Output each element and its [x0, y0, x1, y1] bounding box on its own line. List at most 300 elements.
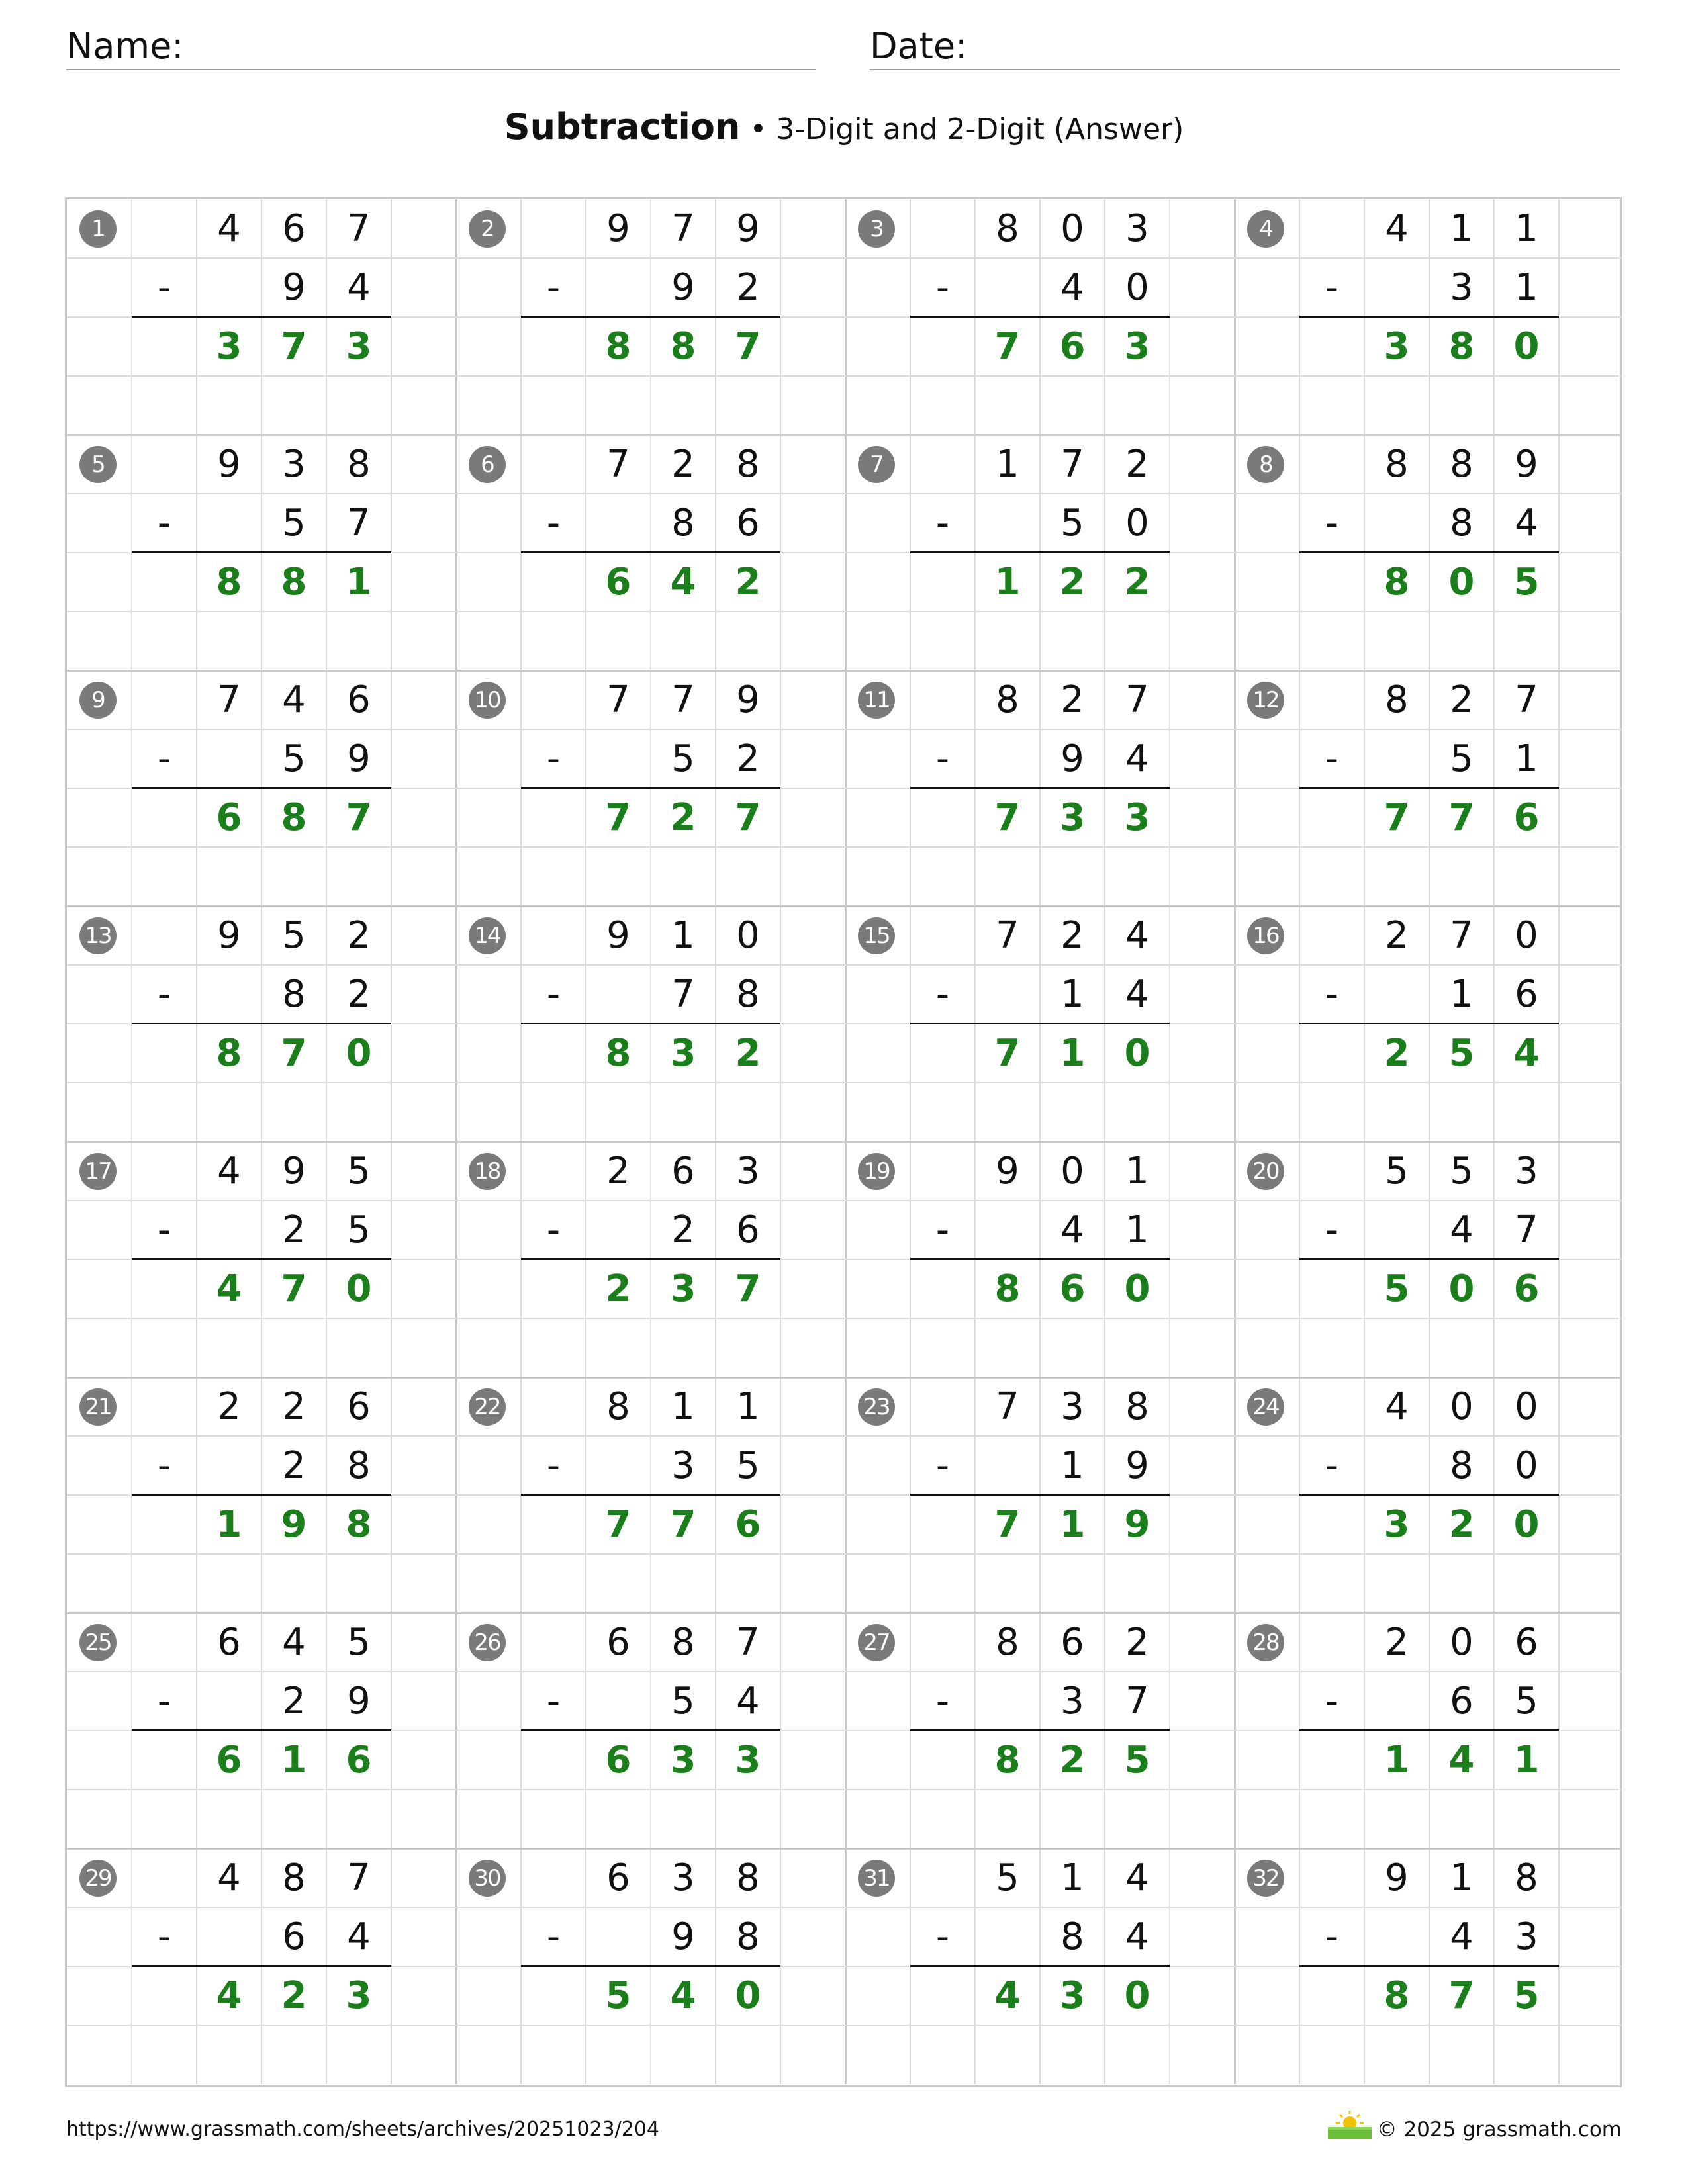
problem-grid: [65, 197, 1622, 2087]
minuend-digit: 8: [671, 1621, 695, 1664]
answer-digit: 2: [1059, 561, 1086, 604]
minuend-digit: 3: [1125, 207, 1149, 250]
minus-sign: -: [1325, 973, 1339, 1016]
problem-number-badge: 19: [858, 1153, 895, 1190]
answer-digit: 7: [605, 796, 632, 839]
subtrahend-digit: 5: [347, 1208, 371, 1251]
minuend-digit: 3: [282, 443, 306, 486]
answer-digit: 1: [346, 561, 372, 604]
minuend-digit: 2: [217, 1385, 241, 1428]
answer-digit: 6: [735, 1503, 761, 1546]
subtrahend-digit: 2: [282, 1444, 306, 1487]
footer-copyright: © 2025 grassmath.com: [1376, 2118, 1622, 2142]
minuend-digit: 4: [1385, 207, 1409, 250]
answer-digit: 0: [1513, 325, 1540, 368]
answer-digit: 7: [735, 325, 761, 368]
minuend-digit: 9: [606, 914, 630, 957]
minus-sign: -: [935, 1680, 950, 1723]
answer-digit: 5: [1124, 1739, 1150, 1782]
minuend-digit: 6: [217, 1621, 241, 1664]
subtrahend-digit: 5: [671, 737, 695, 780]
problem-number-badge: 18: [469, 1153, 506, 1190]
answer-digit: 7: [281, 325, 307, 368]
answer-digit: 5: [1383, 1267, 1410, 1310]
problem-number-badge: 20: [1247, 1153, 1284, 1190]
title-subtitle: • 3-Digit and 2-Digit (Answer): [740, 113, 1184, 146]
subtrahend-digit: 7: [347, 502, 371, 545]
subtrahend-digit: 5: [1060, 502, 1084, 545]
problem-number-badge: 17: [79, 1153, 117, 1190]
minuend-digit: 3: [1515, 1150, 1538, 1193]
answer-digit: 3: [1059, 1974, 1086, 2017]
answer-digit: 8: [1383, 561, 1410, 604]
answer-digit: 2: [735, 561, 761, 604]
subtrahend-digit: 5: [1515, 1680, 1538, 1723]
problem-number-badge: 1: [79, 210, 117, 248]
minus-sign: -: [157, 737, 171, 780]
answer-digit: 0: [1124, 1267, 1150, 1310]
answer-digit: 3: [1383, 1503, 1410, 1546]
answer-digit: 7: [1448, 1974, 1475, 2017]
answer-digit: 0: [1448, 561, 1475, 604]
subtrahend-digit: 2: [736, 266, 760, 309]
minus-sign: -: [546, 973, 561, 1016]
answer-digit: 3: [346, 1974, 372, 2017]
minus-sign: -: [546, 1915, 561, 1958]
subtrahend-digit: 1: [1125, 1208, 1149, 1251]
minuend-digit: 8: [1515, 1856, 1538, 1899]
minuend-digit: 9: [217, 914, 241, 957]
problem-number-badge: 8: [1247, 446, 1284, 483]
answer-digit: 1: [1059, 1032, 1086, 1075]
minuend-digit: 2: [606, 1150, 630, 1193]
minuend-digit: 0: [1515, 914, 1538, 957]
answer-digit: 1: [1059, 1503, 1086, 1546]
problem-number-badge: 5: [79, 446, 117, 483]
subtrahend-digit: 9: [1125, 1444, 1149, 1487]
subtrahend-digit: 2: [347, 973, 371, 1016]
problem-number-badge: 24: [1247, 1388, 1284, 1426]
subtrahend-digit: 9: [347, 1680, 371, 1723]
minuend-digit: 7: [1450, 914, 1474, 957]
answer-digit: 7: [1448, 796, 1475, 839]
answer-digit: 0: [1513, 1503, 1540, 1546]
minuend-digit: 1: [996, 443, 1019, 486]
answer-digit: 6: [1513, 1267, 1540, 1310]
minuend-digit: 4: [217, 1150, 241, 1193]
minuend-digit: 1: [1060, 1856, 1084, 1899]
answer-digit: 7: [281, 1032, 307, 1075]
minuend-digit: 4: [282, 678, 306, 721]
problem-number-badge: 26: [469, 1624, 506, 1661]
answer-digit: 7: [994, 796, 1021, 839]
minuend-digit: 8: [996, 207, 1019, 250]
minuend-digit: 7: [996, 1385, 1019, 1428]
answer-digit: 2: [1448, 1503, 1475, 1546]
answer-digit: 7: [994, 1503, 1021, 1546]
subtrahend-digit: 1: [1060, 1444, 1084, 1487]
answer-digit: 8: [216, 561, 242, 604]
problem-number-badge: 29: [79, 1860, 117, 1897]
problem-number-badge: 11: [858, 682, 895, 719]
minus-sign: -: [1325, 1915, 1339, 1958]
minuend-digit: 2: [282, 1385, 306, 1428]
subtrahend-digit: 4: [1125, 1915, 1149, 1958]
subtrahend-digit: 8: [671, 502, 695, 545]
subtrahend-digit: 4: [1515, 502, 1538, 545]
subtrahend-digit: 6: [736, 1208, 760, 1251]
problem-number-badge: 31: [858, 1860, 895, 1897]
minus-sign: -: [935, 737, 950, 780]
minuend-digit: 6: [606, 1856, 630, 1899]
minuend-digit: 8: [347, 443, 371, 486]
minuend-digit: 2: [1385, 914, 1409, 957]
answer-digit: 8: [216, 1032, 242, 1075]
minuend-digit: 7: [217, 678, 241, 721]
minus-sign: -: [935, 1444, 950, 1487]
minuend-digit: 0: [1060, 207, 1084, 250]
minus-sign: -: [546, 737, 561, 780]
minus-sign: -: [1325, 502, 1339, 545]
subtrahend-digit: 2: [736, 737, 760, 780]
minuend-digit: 6: [671, 1150, 695, 1193]
answer-digit: 2: [1124, 561, 1150, 604]
subtrahend-digit: 4: [736, 1680, 760, 1723]
minuend-digit: 2: [1125, 1621, 1149, 1664]
subtrahend-digit: 3: [671, 1444, 695, 1487]
minuend-digit: 6: [606, 1621, 630, 1664]
minuend-digit: 5: [1450, 1150, 1474, 1193]
subtrahend-digit: 8: [282, 973, 306, 1016]
subtrahend-digit: 6: [1515, 973, 1538, 1016]
minuend-digit: 1: [1515, 207, 1538, 250]
problem-number-badge: 32: [1247, 1860, 1284, 1897]
subtrahend-digit: 3: [1515, 1915, 1538, 1958]
minuend-digit: 6: [347, 1385, 371, 1428]
problem-number-badge: 28: [1247, 1624, 1284, 1661]
minus-sign: -: [546, 502, 561, 545]
name-field[interactable]: [66, 19, 816, 70]
subtrahend-digit: 0: [1515, 1444, 1538, 1487]
answer-digit: 6: [216, 796, 242, 839]
answer-digit: 4: [1448, 1739, 1475, 1782]
answer-digit: 2: [605, 1267, 632, 1310]
minuend-digit: 4: [282, 1621, 306, 1664]
subtrahend-digit: 8: [1450, 502, 1474, 545]
subtrahend-digit: 1: [1060, 973, 1084, 1016]
minus-sign: -: [157, 1680, 171, 1723]
minuend-digit: 0: [736, 914, 760, 957]
minuend-digit: 9: [736, 207, 760, 250]
answer-digit: 8: [1383, 1974, 1410, 2017]
minuend-digit: 7: [1125, 678, 1149, 721]
answer-digit: 3: [346, 325, 372, 368]
problem-number-badge: 10: [469, 682, 506, 719]
subtrahend-digit: 8: [1060, 1915, 1084, 1958]
subtrahend-digit: 8: [1450, 1444, 1474, 1487]
answer-digit: 5: [1513, 561, 1540, 604]
answer-digit: 6: [216, 1739, 242, 1782]
answer-digit: 7: [1383, 796, 1410, 839]
minuend-digit: 7: [671, 678, 695, 721]
answer-digit: 2: [1383, 1032, 1410, 1075]
answer-digit: 8: [994, 1739, 1021, 1782]
subtrahend-digit: 2: [282, 1208, 306, 1251]
problem-number-badge: 23: [858, 1388, 895, 1426]
answer-digit: 3: [216, 325, 242, 368]
problem-number-badge: 2: [469, 210, 506, 248]
answer-digit: 9: [281, 1503, 307, 1546]
minuend-digit: 1: [1125, 1150, 1149, 1193]
minuend-digit: 8: [1125, 1385, 1149, 1428]
answer-digit: 3: [1383, 325, 1410, 368]
minuend-digit: 9: [1515, 443, 1538, 486]
answer-digit: 8: [281, 561, 307, 604]
answer-digit: 2: [281, 1974, 307, 2017]
minus-sign: -: [1325, 266, 1339, 309]
minus-sign: -: [1325, 1208, 1339, 1251]
problem-number-badge: 3: [858, 210, 895, 248]
answer-digit: 4: [1513, 1032, 1540, 1075]
answer-digit: 8: [605, 1032, 632, 1075]
minuend-digit: 9: [1385, 1856, 1409, 1899]
answer-digit: 1: [216, 1503, 242, 1546]
minus-sign: -: [1325, 1680, 1339, 1723]
minuend-digit: 4: [1125, 1856, 1149, 1899]
problem-number-badge: 13: [79, 917, 117, 954]
subtrahend-digit: 9: [671, 266, 695, 309]
answer-digit: 4: [216, 1267, 242, 1310]
answer-digit: 8: [281, 796, 307, 839]
answer-digit: 3: [1124, 796, 1150, 839]
answer-digit: 6: [346, 1739, 372, 1782]
minuend-digit: 4: [217, 207, 241, 250]
minuend-digit: 2: [1125, 443, 1149, 486]
subtrahend-digit: 4: [1450, 1915, 1474, 1958]
answer-digit: 1: [994, 561, 1021, 604]
minuend-digit: 4: [217, 1856, 241, 1899]
answer-digit: 7: [994, 325, 1021, 368]
minuend-digit: 8: [736, 1856, 760, 1899]
answer-digit: 6: [1059, 325, 1086, 368]
minus-sign: -: [546, 1680, 561, 1723]
minuend-digit: 7: [606, 678, 630, 721]
minus-sign: -: [546, 1444, 561, 1487]
answer-digit: 7: [735, 796, 761, 839]
subtrahend-digit: 5: [1450, 737, 1474, 780]
minuend-digit: 7: [606, 443, 630, 486]
problem-number-badge: 15: [858, 917, 895, 954]
subtrahend-digit: 8: [347, 1444, 371, 1487]
problem-number-badge: 4: [1247, 210, 1284, 248]
minuend-digit: 7: [347, 207, 371, 250]
answer-digit: 8: [346, 1503, 372, 1546]
answer-digit: 7: [994, 1032, 1021, 1075]
answer-digit: 3: [670, 1032, 696, 1075]
subtrahend-digit: 8: [736, 1915, 760, 1958]
minuend-digit: 8: [606, 1385, 630, 1428]
answer-digit: 6: [605, 1739, 632, 1782]
minuend-digit: 6: [1060, 1621, 1084, 1664]
minuend-digit: 2: [1060, 678, 1084, 721]
answer-digit: 2: [735, 1032, 761, 1075]
problem-number-badge: 30: [469, 1860, 506, 1897]
answer-digit: 6: [1059, 1267, 1086, 1310]
subtrahend-digit: 5: [282, 737, 306, 780]
minuend-digit: 1: [671, 914, 695, 957]
answer-digit: 5: [1448, 1032, 1475, 1075]
minuend-digit: 5: [1385, 1150, 1409, 1193]
minuend-digit: 2: [671, 443, 695, 486]
minuend-digit: 0: [1515, 1385, 1538, 1428]
subtrahend-digit: 1: [1515, 266, 1538, 309]
minuend-digit: 9: [217, 443, 241, 486]
subtrahend-digit: 4: [1060, 266, 1084, 309]
answer-digit: 8: [994, 1267, 1021, 1310]
answer-digit: 6: [605, 561, 632, 604]
minuend-digit: 9: [282, 1150, 306, 1193]
problem-number-badge: 25: [79, 1624, 117, 1661]
subtrahend-digit: 7: [1125, 1680, 1149, 1723]
answer-digit: 8: [605, 325, 632, 368]
answer-digit: 2: [1059, 1739, 1086, 1782]
minuend-digit: 1: [1450, 207, 1474, 250]
answer-digit: 8: [670, 325, 696, 368]
problem-number-badge: 9: [79, 682, 117, 719]
minus-sign: -: [157, 1444, 171, 1487]
minuend-digit: 5: [347, 1621, 371, 1664]
minuend-digit: 1: [1450, 1856, 1474, 1899]
subtrahend-digit: 9: [1060, 737, 1084, 780]
problem-number-badge: 6: [469, 446, 506, 483]
answer-digit: 3: [670, 1267, 696, 1310]
subtrahend-digit: 3: [1060, 1680, 1084, 1723]
answer-digit: 8: [1448, 325, 1475, 368]
minuend-digit: 6: [282, 207, 306, 250]
answer-digit: 4: [670, 561, 696, 604]
answer-digit: 1: [1513, 1739, 1540, 1782]
answer-digit: 7: [605, 1503, 632, 1546]
answer-digit: 0: [346, 1032, 372, 1075]
minuend-digit: 7: [736, 1621, 760, 1664]
minuend-digit: 7: [671, 207, 695, 250]
minus-sign: -: [157, 502, 171, 545]
minuend-digit: 8: [1450, 443, 1474, 486]
footer-url[interactable]: https://www.grassmath.com/sheets/archives/20251023/204: [66, 2118, 660, 2141]
minus-sign: -: [157, 1208, 171, 1251]
date-field[interactable]: [870, 19, 1620, 70]
subtrahend-digit: 1: [1515, 737, 1538, 780]
answer-digit: 7: [346, 796, 372, 839]
answer-digit: 4: [670, 1974, 696, 2017]
subtrahend-digit: 4: [1060, 1208, 1084, 1251]
name-label: Name:: [66, 25, 184, 67]
problem-number-badge: 7: [858, 446, 895, 483]
minus-sign: -: [157, 973, 171, 1016]
minuend-digit: 3: [671, 1856, 695, 1899]
minuend-digit: 1: [671, 1385, 695, 1428]
minuend-digit: 7: [996, 914, 1019, 957]
subtrahend-digit: 6: [736, 502, 760, 545]
minuend-digit: 7: [347, 1856, 371, 1899]
minus-sign: -: [935, 266, 950, 309]
subtrahend-digit: 5: [736, 1444, 760, 1487]
minuend-digit: 0: [1450, 1385, 1474, 1428]
minuend-digit: 2: [1385, 1621, 1409, 1664]
subtrahend-digit: 9: [671, 1915, 695, 1958]
minuend-digit: 8: [1385, 443, 1409, 486]
answer-digit: 2: [670, 796, 696, 839]
subtrahend-digit: 5: [671, 1680, 695, 1723]
answer-digit: 3: [670, 1739, 696, 1782]
answer-digit: 5: [1513, 1974, 1540, 2017]
subtrahend-digit: 2: [671, 1208, 695, 1251]
problem-number-badge: 16: [1247, 917, 1284, 954]
minus-sign: -: [157, 266, 171, 309]
problem-number-badge: 22: [469, 1388, 506, 1426]
title-main: Subtraction: [504, 106, 741, 148]
worksheet-title: [0, 106, 1688, 148]
subtrahend-digit: 8: [736, 973, 760, 1016]
subtrahend-digit: 5: [282, 502, 306, 545]
minuend-digit: 9: [606, 207, 630, 250]
subtrahend-digit: 4: [347, 266, 371, 309]
minus-sign: -: [546, 266, 561, 309]
minus-sign: -: [1325, 1444, 1339, 1487]
minuend-digit: 3: [1060, 1385, 1084, 1428]
minuend-digit: 5: [282, 914, 306, 957]
minuend-digit: 5: [996, 1856, 1019, 1899]
minuend-digit: 4: [1125, 914, 1149, 957]
problem-number-badge: 21: [79, 1388, 117, 1426]
minuend-digit: 8: [1385, 678, 1409, 721]
minuend-digit: 6: [347, 678, 371, 721]
subtrahend-digit: 3: [1450, 266, 1474, 309]
answer-digit: 0: [1124, 1032, 1150, 1075]
answer-digit: 0: [1124, 1974, 1150, 2017]
answer-digit: 5: [605, 1974, 632, 2017]
subtrahend-digit: 6: [1450, 1680, 1474, 1723]
subtrahend-digit: 4: [1450, 1208, 1474, 1251]
minuend-digit: 5: [347, 1150, 371, 1193]
minus-sign: -: [157, 1915, 171, 1958]
minuend-digit: 2: [1450, 678, 1474, 721]
problem-number-badge: 14: [469, 917, 506, 954]
minuend-digit: 7: [1515, 678, 1538, 721]
minuend-digit: 8: [996, 678, 1019, 721]
subtrahend-digit: 7: [671, 973, 695, 1016]
minuend-digit: 6: [1515, 1621, 1538, 1664]
minuend-digit: 9: [736, 678, 760, 721]
minuend-digit: 0: [1450, 1621, 1474, 1664]
minus-sign: -: [935, 973, 950, 1016]
subtrahend-digit: 9: [282, 266, 306, 309]
subtrahend-digit: 2: [282, 1680, 306, 1723]
subtrahend-digit: 6: [282, 1915, 306, 1958]
subtrahend-digit: 7: [1515, 1208, 1538, 1251]
answer-digit: 3: [735, 1739, 761, 1782]
answer-digit: 3: [1059, 796, 1086, 839]
minuend-digit: 2: [347, 914, 371, 957]
minuend-digit: 8: [736, 443, 760, 486]
answer-digit: 0: [1448, 1267, 1475, 1310]
subtrahend-digit: 4: [347, 1915, 371, 1958]
subtrahend-digit: 0: [1125, 502, 1149, 545]
minus-sign: -: [1325, 737, 1339, 780]
minuend-digit: 1: [736, 1385, 760, 1428]
minuend-digit: 3: [736, 1150, 760, 1193]
minuend-digit: 9: [996, 1150, 1019, 1193]
